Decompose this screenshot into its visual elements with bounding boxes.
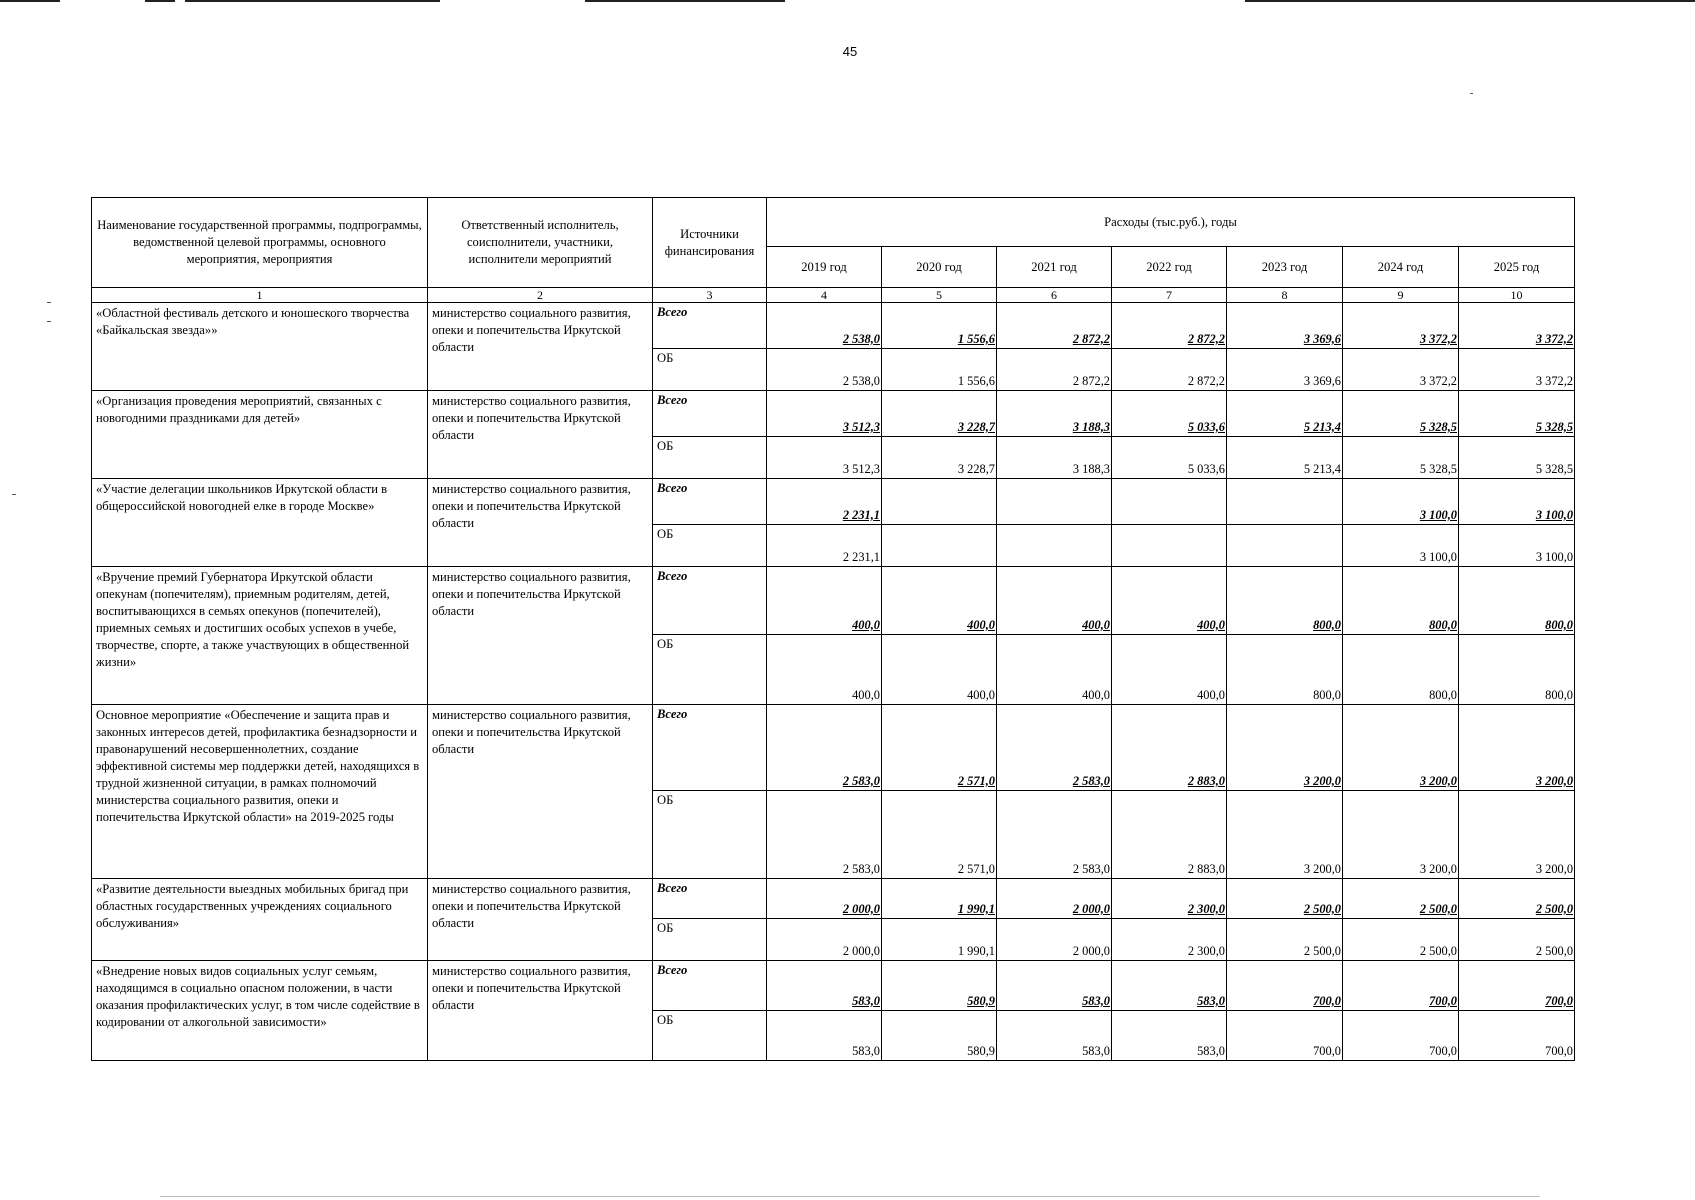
ob-value: 400,0 bbox=[997, 635, 1112, 705]
source-total-label: Всего bbox=[653, 879, 767, 919]
total-value: 800,0 bbox=[1343, 567, 1459, 635]
header-executor: Ответственный исполнитель, соисполнители, участники, исполнители мероприятий bbox=[428, 198, 653, 288]
source-total-label: Всего bbox=[653, 303, 767, 349]
source-ob-label: ОБ bbox=[653, 1011, 767, 1061]
ob-value: 2 583,0 bbox=[997, 791, 1112, 879]
total-value: 700,0 bbox=[1343, 961, 1459, 1011]
measure-executor: министерство социального развития, опеки и попечительства Иркутской области bbox=[428, 705, 653, 879]
ob-value: 3 100,0 bbox=[1459, 525, 1575, 567]
total-value: 2 571,0 bbox=[882, 705, 997, 791]
total-value: 2 538,0 bbox=[767, 303, 882, 349]
scan-edge-top bbox=[0, 0, 1695, 2]
ob-value: 3 228,7 bbox=[882, 437, 997, 479]
measure-executor: министерство социального развития, опеки и попечительства Иркутской области bbox=[428, 479, 653, 567]
total-value: 1 556,6 bbox=[882, 303, 997, 349]
total-value: 2 872,2 bbox=[1112, 303, 1227, 349]
ob-value: 2 500,0 bbox=[1227, 919, 1343, 961]
ob-value: 1 990,1 bbox=[882, 919, 997, 961]
measure-executor: министерство социального развития, опеки и попечительства Иркутской области bbox=[428, 303, 653, 391]
ob-value: 2 538,0 bbox=[767, 349, 882, 391]
total-value: 5 213,4 bbox=[1227, 391, 1343, 437]
ob-value: 2 000,0 bbox=[767, 919, 882, 961]
measure-name: «Вручение премий Губернатора Иркутской области опекунам (попечителям), приемным родителям, детей, воспитывающихся в семьях опекунов (попечителей), приемных семьях и достигших особых успехов в учебе, творчестве, спорте, а также участвующих в общественной жизни» bbox=[92, 567, 428, 705]
total-value: 2 883,0 bbox=[1112, 705, 1227, 791]
total-value: 2 000,0 bbox=[997, 879, 1112, 919]
total-value: 700,0 bbox=[1459, 961, 1575, 1011]
ob-value: 400,0 bbox=[1112, 635, 1227, 705]
source-ob-label: ОБ bbox=[653, 525, 767, 567]
ob-value: 400,0 bbox=[882, 635, 997, 705]
ob-value: 5 213,4 bbox=[1227, 437, 1343, 479]
column-number: 1 bbox=[92, 288, 428, 303]
source-ob-label: ОБ bbox=[653, 349, 767, 391]
ob-value: 2 000,0 bbox=[997, 919, 1112, 961]
header-year: 2021 год bbox=[997, 247, 1112, 288]
column-number: 7 bbox=[1112, 288, 1227, 303]
ob-value: 5 033,6 bbox=[1112, 437, 1227, 479]
ob-value: 3 512,3 bbox=[767, 437, 882, 479]
total-value bbox=[882, 479, 997, 525]
ob-value: 2 883,0 bbox=[1112, 791, 1227, 879]
table-row-total bbox=[92, 961, 1575, 1011]
table-row-total bbox=[92, 391, 1575, 437]
column-number: 9 bbox=[1343, 288, 1459, 303]
header-year: 2024 год bbox=[1343, 247, 1459, 288]
total-value: 3 372,2 bbox=[1343, 303, 1459, 349]
column-number: 6 bbox=[997, 288, 1112, 303]
column-number: 3 bbox=[653, 288, 767, 303]
total-value: 5 033,6 bbox=[1112, 391, 1227, 437]
ob-value: 580,9 bbox=[882, 1011, 997, 1061]
ob-value: 5 328,5 bbox=[1343, 437, 1459, 479]
source-ob-label: ОБ bbox=[653, 635, 767, 705]
measure-name: «Организация проведения мероприятий, связанных с новогодними праздниками для детей» bbox=[92, 391, 428, 479]
total-value: 2 583,0 bbox=[767, 705, 882, 791]
source-ob-label: ОБ bbox=[653, 919, 767, 961]
ob-value: 2 231,1 bbox=[767, 525, 882, 567]
ob-value bbox=[997, 525, 1112, 567]
source-total-label: Всего bbox=[653, 391, 767, 437]
total-value bbox=[1112, 479, 1227, 525]
ob-value: 800,0 bbox=[1459, 635, 1575, 705]
measure-name: «Внедрение новых видов социальных услуг семьям, находящимся в социально опасном положении, в части оказания профилактических услуг, в том числе содействие в кодировании от алкогольной зависимости» bbox=[92, 961, 428, 1061]
ob-value: 583,0 bbox=[767, 1011, 882, 1061]
total-value: 2 300,0 bbox=[1112, 879, 1227, 919]
table-row-total bbox=[92, 567, 1575, 635]
header-year: 2020 год bbox=[882, 247, 997, 288]
column-number: 2 bbox=[428, 288, 653, 303]
ob-value: 2 500,0 bbox=[1459, 919, 1575, 961]
ob-value: 2 872,2 bbox=[1112, 349, 1227, 391]
ob-value bbox=[882, 525, 997, 567]
total-value: 583,0 bbox=[1112, 961, 1227, 1011]
total-value: 2 500,0 bbox=[1227, 879, 1343, 919]
total-value: 583,0 bbox=[997, 961, 1112, 1011]
total-value: 400,0 bbox=[767, 567, 882, 635]
source-total-label: Всего bbox=[653, 479, 767, 525]
total-value: 3 200,0 bbox=[1227, 705, 1343, 791]
total-value: 580,9 bbox=[882, 961, 997, 1011]
total-value: 5 328,5 bbox=[1459, 391, 1575, 437]
column-number: 5 bbox=[882, 288, 997, 303]
total-value: 3 200,0 bbox=[1459, 705, 1575, 791]
ob-value: 3 372,2 bbox=[1459, 349, 1575, 391]
header-year: 2019 год bbox=[767, 247, 882, 288]
column-number: 4 bbox=[767, 288, 882, 303]
measure-name: «Развитие деятельности выездных мобильных бригад при областных государственных учреждениях социального обслуживания» bbox=[92, 879, 428, 961]
ob-value: 800,0 bbox=[1227, 635, 1343, 705]
scan-speck bbox=[47, 302, 51, 303]
measure-executor: министерство социального развития, опеки и попечительства Иркутской области bbox=[428, 567, 653, 705]
header-expenses: Расходы (тыс.руб.), годы bbox=[767, 198, 1575, 247]
ob-value bbox=[1112, 525, 1227, 567]
total-value: 2 500,0 bbox=[1459, 879, 1575, 919]
ob-value: 700,0 bbox=[1227, 1011, 1343, 1061]
header-year: 2023 год bbox=[1227, 247, 1343, 288]
total-value: 400,0 bbox=[882, 567, 997, 635]
total-value: 3 369,6 bbox=[1227, 303, 1343, 349]
source-total-label: Всего bbox=[653, 961, 767, 1011]
measure-name: Основное мероприятие «Обеспечение и защита прав и законных интересов детей, профилактика безнадзорности и правонарушений несовершеннолетних, создание эффективной системы мер поддержки детей, находящихся в трудной жизненной ситуации, в рамках полномочий министерства социального развития, опеки и попечительства Иркутской области» на 2019-2025 годы bbox=[92, 705, 428, 879]
source-total-label: Всего bbox=[653, 705, 767, 791]
header-year: 2022 год bbox=[1112, 247, 1227, 288]
ob-value: 700,0 bbox=[1343, 1011, 1459, 1061]
ob-value: 3 100,0 bbox=[1343, 525, 1459, 567]
ob-value: 400,0 bbox=[767, 635, 882, 705]
total-value bbox=[997, 479, 1112, 525]
total-value bbox=[1227, 479, 1343, 525]
scan-speck bbox=[1470, 93, 1473, 94]
total-value: 2 500,0 bbox=[1343, 879, 1459, 919]
total-value: 3 512,3 bbox=[767, 391, 882, 437]
ob-value: 3 369,6 bbox=[1227, 349, 1343, 391]
ob-value: 3 372,2 bbox=[1343, 349, 1459, 391]
total-value: 700,0 bbox=[1227, 961, 1343, 1011]
header-year: 2025 год bbox=[1459, 247, 1575, 288]
ob-value: 3 200,0 bbox=[1343, 791, 1459, 879]
ob-value: 3 200,0 bbox=[1459, 791, 1575, 879]
table-row-total bbox=[92, 479, 1575, 525]
total-value: 3 188,3 bbox=[997, 391, 1112, 437]
column-number: 8 bbox=[1227, 288, 1343, 303]
ob-value: 800,0 bbox=[1343, 635, 1459, 705]
total-value: 3 372,2 bbox=[1459, 303, 1575, 349]
total-value: 400,0 bbox=[997, 567, 1112, 635]
total-value: 2 872,2 bbox=[997, 303, 1112, 349]
source-total-label: Всего bbox=[653, 567, 767, 635]
measure-name: «Участие делегации школьников Иркутской области в общероссийской новогодней елке в городе Москве» bbox=[92, 479, 428, 567]
total-value: 1 990,1 bbox=[882, 879, 997, 919]
source-ob-label: ОБ bbox=[653, 437, 767, 479]
ob-value: 700,0 bbox=[1459, 1011, 1575, 1061]
scan-speck bbox=[47, 321, 51, 322]
ob-value: 583,0 bbox=[1112, 1011, 1227, 1061]
total-value: 2 583,0 bbox=[997, 705, 1112, 791]
total-value: 800,0 bbox=[1227, 567, 1343, 635]
ob-value: 2 571,0 bbox=[882, 791, 997, 879]
total-value: 583,0 bbox=[767, 961, 882, 1011]
measure-executor: министерство социального развития, опеки и попечительства Иркутской области bbox=[428, 391, 653, 479]
header-source: Источники финансирования bbox=[653, 198, 767, 288]
measure-executor: министерство социального развития, опеки и попечительства Иркутской области bbox=[428, 879, 653, 961]
source-ob-label: ОБ bbox=[653, 791, 767, 879]
ob-value: 583,0 bbox=[997, 1011, 1112, 1061]
ob-value: 3 188,3 bbox=[997, 437, 1112, 479]
ob-value: 2 872,2 bbox=[997, 349, 1112, 391]
total-value: 2 231,1 bbox=[767, 479, 882, 525]
measure-name: «Областной фестиваль детского и юношеского творчества «Байкальская звезда»» bbox=[92, 303, 428, 391]
total-value: 3 100,0 bbox=[1343, 479, 1459, 525]
total-value: 800,0 bbox=[1459, 567, 1575, 635]
scan-edge-bottom bbox=[160, 1196, 1540, 1197]
measure-executor: министерство социального развития, опеки и попечительства Иркутской области bbox=[428, 961, 653, 1061]
total-value: 5 328,5 bbox=[1343, 391, 1459, 437]
table-row-total bbox=[92, 303, 1575, 349]
header-name: Наименование государственной программы, подпрограммы, ведомственной целевой программы, основного мероприятия, мероприятия bbox=[92, 198, 428, 288]
total-value: 3 228,7 bbox=[882, 391, 997, 437]
ob-value: 2 583,0 bbox=[767, 791, 882, 879]
ob-value: 3 200,0 bbox=[1227, 791, 1343, 879]
scan-speck bbox=[12, 494, 16, 495]
total-value: 400,0 bbox=[1112, 567, 1227, 635]
ob-value: 5 328,5 bbox=[1459, 437, 1575, 479]
column-number: 10 bbox=[1459, 288, 1575, 303]
total-value: 3 200,0 bbox=[1343, 705, 1459, 791]
ob-value: 2 500,0 bbox=[1343, 919, 1459, 961]
table-row-total bbox=[92, 879, 1575, 919]
ob-value: 2 300,0 bbox=[1112, 919, 1227, 961]
ob-value bbox=[1227, 525, 1343, 567]
total-value: 3 100,0 bbox=[1459, 479, 1575, 525]
page-number: 45 bbox=[842, 44, 858, 59]
budget-table bbox=[91, 197, 1575, 1061]
total-value: 2 000,0 bbox=[767, 879, 882, 919]
table-row-total bbox=[92, 705, 1575, 791]
ob-value: 1 556,6 bbox=[882, 349, 997, 391]
